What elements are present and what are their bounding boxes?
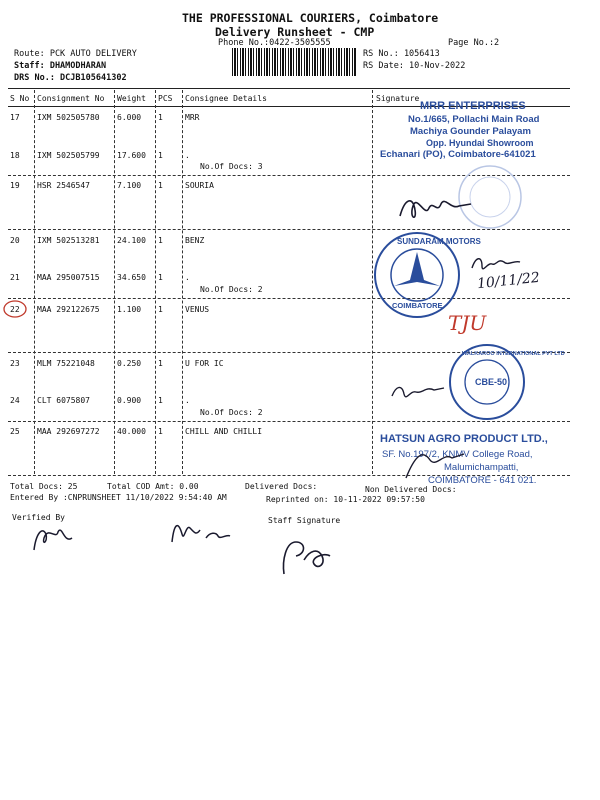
row-docs: No.Of Docs: 3 [200,162,263,171]
signature-row25 [400,438,470,488]
col-pcs: PCS [158,94,173,103]
mrr-stamp-line: Echanari (PO), Coimbatore-641021 [380,149,536,160]
mrr-stamp-line: Opp. Hyundai Showroom [426,138,534,148]
delivered-docs: Delivered Docs: [245,482,318,491]
staff-name: Staff: DHAMODHARAN [14,61,107,71]
entered-by: Entered By :CNPRUNSHEET 11/10/2022 9:54:40 AM [10,493,227,502]
row-consignment: IXM 502505799 [37,151,100,160]
row-pcs: 1 [158,113,163,122]
col-weight: Weight [117,94,146,103]
handwritten-date: 10/11/22 [476,269,541,293]
circle-mark-icon [2,299,28,319]
row-sno: 19 [10,181,20,190]
row-details: . [185,396,190,405]
initials-signature [168,514,238,548]
row-weight: 40.000 [117,427,146,436]
col-divider [155,90,156,474]
company-name: THE PROFESSIONAL COURIERS, Coimbatore [182,11,439,25]
row-details: MRR [185,113,200,122]
mrr-stamp-line: Machiya Gounder Palayam [410,126,531,137]
row-sno: 20 [10,236,20,245]
signature-row19 [395,188,475,228]
col-divider [34,90,35,474]
row-weight: 17.600 [117,151,146,160]
row-docs: No.Of Docs: 2 [200,408,263,417]
row-pcs: 1 [158,273,163,282]
row-pcs: 1 [158,427,163,436]
signature-row23 [388,378,448,408]
route: Route: PCK AUTO DELIVERY [14,49,137,59]
col-signature: Signature [376,94,420,103]
hatsun-stamp-line: Malumichampatti, [444,462,519,473]
sundaram-stamp-city: COIMBATORE [392,301,443,310]
row-pcs: 1 [158,396,163,405]
row-sno: 21 [10,273,20,282]
row-details: U FOR IC [185,359,224,368]
row-details: . [185,273,190,282]
walkaroo-stamp-code: CBE-50 [475,377,508,387]
rs-date: RS Date: 10-Nov-2022 [363,61,466,71]
row-sno: 18 [10,151,20,160]
page-number: Page No.:2 [448,38,500,48]
row-weight: 6.000 [117,113,142,122]
row-weight: 24.100 [117,236,146,245]
staff-signature-label: Staff Signature [268,516,341,525]
row-consignment: MLM 75221048 [37,359,95,368]
verified-by-label: Verified By [12,513,65,522]
row-sno: 17 [10,113,20,122]
row-details: CHILL AND CHILLI [185,427,263,436]
row-sno: 25 [10,427,20,436]
row-pcs: 1 [158,181,163,190]
row-details: VENUS [185,305,210,314]
signature-row21 [468,252,528,276]
row-weight: 0.900 [117,396,142,405]
row-separator [8,298,570,299]
row-consignment: HSR 2546547 [37,181,90,190]
row-weight: 34.650 [117,273,146,282]
total-cod: Total COD Amt: 0.00 [107,482,199,491]
row-pcs: 1 [158,359,163,368]
row-pcs: 1 [158,236,163,245]
row-sno: 22 [10,305,20,314]
sundaram-stamp-text: SUNDARAM MOTORS [397,237,481,246]
row-pcs: 1 [158,151,163,160]
row-details: SOURIA [185,181,214,190]
col-sno: S No [10,94,30,103]
row-weight: 7.100 [117,181,142,190]
reprinted-on: Reprinted on: 10-11-2022 09:57:50 [266,495,425,504]
row-consignment: MAA 292122675 [37,305,100,314]
col-consignment: Consignment No [37,94,105,103]
col-divider [182,90,183,474]
mrr-stamp-line: No.1/665, Pollachi Main Road [408,114,540,125]
total-docs: Total Docs: 25 [10,482,78,491]
row-consignment: IXM 502505780 [37,113,100,122]
row-consignment: MAA 292697272 [37,427,100,436]
header-top-rule [8,88,570,89]
non-delivered-docs: Non Delivered Docs: [365,485,457,494]
row-sno: 24 [10,396,20,405]
hatsun-stamp-line: COIMBATORE - 641 021. [428,475,537,486]
row-consignment: CLT 6075807 [37,396,90,405]
row-weight: 0.250 [117,359,142,368]
row-sno: 23 [10,359,20,368]
handwritten-tju: TJU [448,311,487,335]
barcode [232,48,356,76]
document-title: Delivery Runsheet - CMP [215,25,375,39]
phone-number: Phone No.:0422-3505555 [218,38,331,48]
row-consignment: MAA 295007515 [37,273,100,282]
mrr-stamp-title: MRR ENTERPRISES [420,100,526,112]
row-details: BENZ [185,236,205,245]
hatsun-stamp-line: SF. No.197/2, KNMV College Road, [382,449,533,460]
row-pcs: 1 [158,305,163,314]
walkaroo-stamp-text: WALKAROO INTERNATIONAL PVT LTD [462,351,565,357]
staff-signature [270,530,340,578]
row-weight: 1.100 [117,305,142,314]
hatsun-stamp-title: HATSUN AGRO PRODUCT LTD., [380,433,548,445]
rs-number: RS No.: 1056413 [363,49,440,59]
drs-number: DRS No.: DCJB105641302 [14,73,127,83]
col-divider [114,90,115,474]
col-consignee: Consignee Details [185,94,267,103]
row-details: . [185,151,190,160]
verified-by-signature [28,520,78,554]
row-consignment: IXM 502513281 [37,236,100,245]
row-docs: No.Of Docs: 2 [200,285,263,294]
